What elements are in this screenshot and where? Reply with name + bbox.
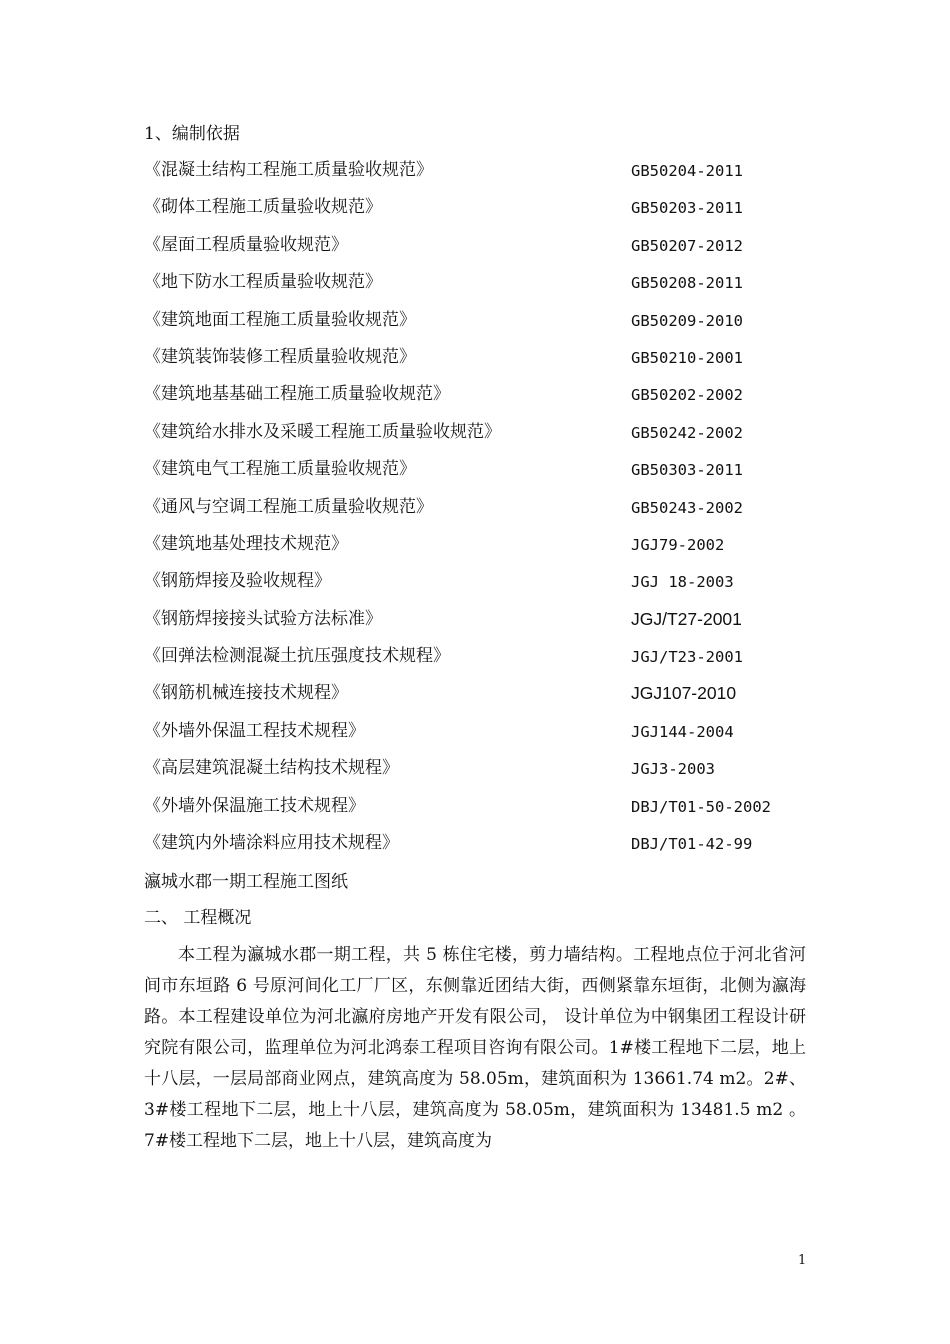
- reference-row: [0, 569, 950, 606]
- reference-code: JGJ/T27-2001: [631, 608, 742, 629]
- reference-row: [0, 719, 950, 756]
- drawings-line: 瀛城水郡一期工程施工图纸: [144, 872, 348, 892]
- reference-code: GB50243-2002: [631, 498, 743, 517]
- reference-title: 《建筑内外墙涂料应用技术规程》: [144, 833, 399, 854]
- reference-code: JGJ79-2002: [631, 535, 725, 554]
- reference-title: 《建筑地基基础工程施工质量验收规范》: [144, 384, 450, 405]
- reference-title: 《砌体工程施工质量验收规范》: [144, 197, 382, 218]
- page-number: 1: [798, 1253, 807, 1268]
- overview-paragraph: 本工程为瀛城水郡一期工程，共 5 栋住宅楼，剪力墙结构。工程地点位于河北省河间市东垣路 6 号原河间化工厂厂区，东侧靠近团结大街，西侧紧靠东垣街，北侧为瀛海路。本工程建设单位为河北瀛府房地产开发有限公司， 设计单位为中钢集团工程设计研究院有限公司，监理单位为河北鸿泰工程项目咨询有限公司。1#楼工程地下二层，地上十八层，一层局部商业网点，建筑高度为 58.05m，建筑面积为 13661.74 m2。2#、3#楼工程地下二层，地上十八层，建筑高度为 58.05m，建筑面积为 13481.5 m2 。7#楼工程地下二层，地上十八层，建筑高度为: [144, 945, 806, 1151]
- section-heading-overview: 二、 工程概况: [144, 908, 252, 928]
- reference-row: [0, 345, 950, 382]
- reference-title: 《回弹法检测混凝土抗压强度技术规程》: [144, 646, 450, 667]
- reference-row: [0, 457, 950, 494]
- reference-row: [0, 756, 950, 793]
- reference-code: GB50203-2011: [631, 199, 743, 218]
- reference-list: [0, 158, 950, 868]
- reference-code: JGJ144-2004: [631, 722, 734, 741]
- reference-code: GB50208-2011: [631, 274, 743, 293]
- reference-row: [0, 233, 950, 270]
- reference-row: [0, 607, 950, 644]
- reference-code: GB50303-2011: [631, 461, 743, 480]
- reference-code: GB50242-2002: [631, 423, 743, 442]
- reference-title: 《通风与空调工程施工质量验收规范》: [144, 496, 433, 517]
- reference-title: 《钢筋焊接及验收规程》: [144, 571, 331, 592]
- reference-title: 《建筑地基处理技术规范》: [144, 533, 348, 554]
- reference-title: 《地下防水工程质量验收规范》: [144, 272, 382, 293]
- reference-title: 《建筑电气工程施工质量验收规范》: [144, 459, 416, 480]
- reference-title: 《钢筋焊接接头试验方法标准》: [144, 608, 382, 629]
- reference-row: [0, 681, 950, 718]
- reference-code: GB50207-2012: [631, 236, 743, 255]
- reference-title: 《外墙外保温施工技术规程》: [144, 795, 365, 816]
- reference-row: [0, 532, 950, 569]
- reference-code: GB50204-2011: [631, 162, 743, 180]
- reference-code: GB50202-2002: [631, 386, 743, 405]
- reference-code: JGJ3-2003: [631, 760, 715, 779]
- reference-row: [0, 644, 950, 681]
- reference-title: 《建筑装饰装修工程质量验收规范》: [144, 346, 416, 367]
- reference-title: 《高层建筑混凝土结构技术规程》: [144, 758, 399, 779]
- reference-code: DBJ/T01-50-2002: [631, 797, 771, 816]
- reference-title: 《钢筋机械连接技术规程》: [144, 683, 348, 704]
- reference-code: JGJ107-2010: [631, 683, 737, 704]
- reference-code: DBJ/T01-42-99: [631, 835, 753, 854]
- reference-code: GB50209-2010: [631, 311, 743, 330]
- reference-title: 《混凝土结构工程施工质量验收规范》: [144, 160, 433, 180]
- reference-code: GB50210-2001: [631, 348, 743, 367]
- reference-title: 《建筑地面工程施工质量验收规范》: [144, 309, 416, 330]
- reference-code: JGJ 18-2003: [631, 573, 734, 592]
- reference-row: [0, 158, 950, 195]
- reference-row: [0, 308, 950, 345]
- reference-code: JGJ/T23-2001: [631, 648, 743, 667]
- reference-title: 《屋面工程质量验收规范》: [144, 234, 348, 255]
- reference-row: [0, 495, 950, 532]
- reference-row: [0, 270, 950, 307]
- section-heading-basis: 1、编制依据: [144, 124, 240, 144]
- reference-title: 《建筑给水排水及采暖工程施工质量验收规范》: [144, 421, 501, 442]
- reference-row: [0, 195, 950, 232]
- reference-row: [0, 831, 950, 868]
- reference-row: [0, 794, 950, 831]
- reference-title: 《外墙外保温工程技术规程》: [144, 720, 365, 741]
- reference-row: [0, 420, 950, 457]
- reference-row: [0, 382, 950, 419]
